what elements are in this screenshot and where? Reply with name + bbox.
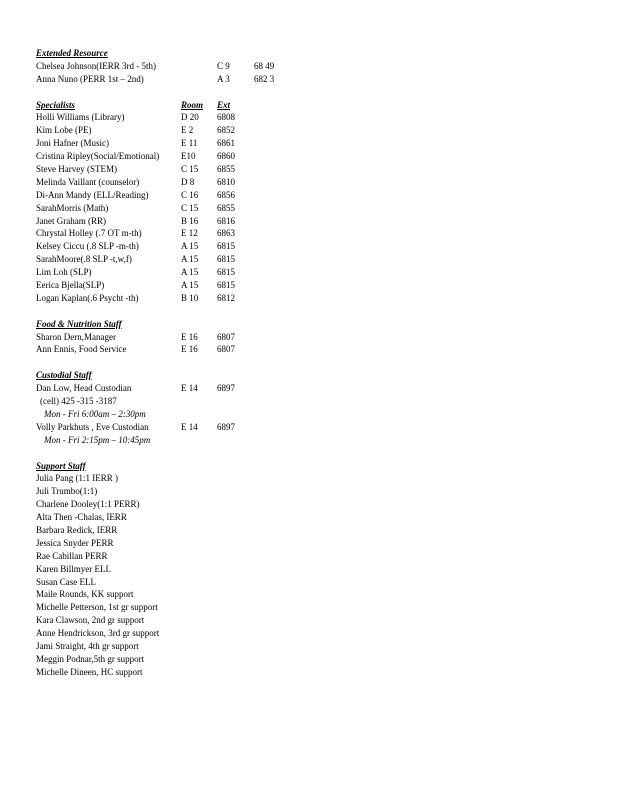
staff-row [36, 137, 596, 150]
custodian-hours: Mon - Fri 6:00am – 2:30pm [44, 408, 146, 419]
staff-room: D 20 [181, 112, 199, 123]
staff-row [36, 601, 596, 614]
staff-room: C 15 [181, 202, 199, 213]
staff-ext: 6897 [217, 421, 235, 432]
staff-room: D 8 [181, 176, 195, 187]
staff-room: A 15 [181, 241, 199, 252]
staff-room: E 16 [181, 344, 198, 355]
staff-name: Dan Low, Head Custodian [36, 383, 132, 394]
staff-room: A 15 [181, 267, 199, 278]
staff-ext: 6863 [217, 228, 235, 239]
specialists-header-row [36, 99, 596, 112]
staff-row [36, 498, 596, 511]
staff-room: C 9 [217, 60, 230, 71]
staff-name: Maile Rounds, KK support [36, 589, 134, 600]
food-nutrition-list [36, 331, 596, 357]
staff-room: A 3 [217, 73, 230, 84]
staff-room: C 15 [181, 164, 199, 175]
staff-room: B 10 [181, 292, 199, 303]
staff-row [36, 563, 596, 576]
staff-name: Alta Then -Chalas, IERR [36, 512, 127, 523]
support-heading: Support Staff [36, 460, 86, 471]
staff-room: C 16 [181, 189, 199, 200]
support-section [36, 460, 596, 679]
staff-row [36, 215, 596, 228]
specialists-list [36, 111, 596, 304]
specialists-section [36, 99, 596, 305]
staff-row [36, 511, 596, 524]
staff-row [36, 73, 596, 86]
staff-room: E 11 [181, 138, 198, 149]
staff-directory-page [36, 47, 596, 679]
staff-name: Chrystal Holley (.7 OT m-th) [36, 228, 142, 239]
staff-row [36, 382, 596, 395]
staff-room: E 12 [181, 228, 198, 239]
staff-row [36, 331, 596, 344]
spacer [36, 305, 596, 318]
staff-row [36, 653, 596, 666]
staff-row [36, 292, 596, 305]
staff-name: Susan Case ELL [36, 576, 96, 587]
custodial-heading-row [36, 369, 596, 382]
staff-row [36, 266, 596, 279]
spacer [36, 356, 596, 369]
staff-name: Jami Straight, 4th gr support [36, 640, 139, 651]
staff-name: Michelle Dineen, HC support [36, 666, 143, 677]
specialists-heading: Specialists [36, 99, 76, 110]
food-nutrition-heading-row [36, 318, 596, 331]
staff-name: Eerica Bjella(SLP) [36, 280, 105, 291]
staff-room: E 16 [181, 331, 198, 342]
staff-name: Lim Loh (SLP) [36, 267, 92, 278]
support-list [36, 472, 596, 678]
staff-row [36, 537, 596, 550]
staff-name: Barbara Redick, IERR [36, 524, 118, 535]
staff-ext: 68 49 [254, 60, 275, 71]
staff-row [36, 124, 596, 137]
staff-name: Karen Billmyer ELL [36, 563, 111, 574]
staff-row [36, 550, 596, 563]
staff-name: Chelsea Johnson(IERR 3rd - 5th) [36, 60, 156, 71]
staff-ext: 6815 [217, 267, 235, 278]
staff-ext: 6855 [217, 164, 235, 175]
custodian-cell-row [36, 395, 596, 408]
staff-row [36, 343, 596, 356]
staff-row [36, 150, 596, 163]
staff-name: Kelsey Ciccu (.8 SLP -m-th) [36, 241, 139, 252]
staff-name: Melinda Vaillant (counselor) [36, 176, 140, 187]
staff-row [36, 576, 596, 589]
staff-ext: 6807 [217, 331, 235, 342]
staff-room: B 16 [181, 215, 199, 226]
staff-name: Sharon Dern,Manager [36, 331, 116, 342]
staff-row [36, 279, 596, 292]
staff-room: E 14 [181, 421, 198, 432]
staff-row [36, 588, 596, 601]
staff-row [36, 202, 596, 215]
staff-name: Anna Nuno (PERR 1st – 2nd) [36, 73, 144, 84]
staff-ext: 6815 [217, 280, 235, 291]
staff-room: E 2 [181, 125, 194, 136]
staff-room: E 14 [181, 383, 198, 394]
staff-name: Volly Parkhuts , Eve Custodian [36, 421, 149, 432]
staff-name: Di-Ann Mandy (ELL/Reading) [36, 189, 149, 200]
staff-name: Michelle Petterson, 1st gr support [36, 602, 158, 613]
staff-row [36, 189, 596, 202]
staff-row [36, 627, 596, 640]
staff-row [36, 640, 596, 653]
spacer [36, 86, 596, 99]
staff-row [36, 472, 596, 485]
staff-row [36, 524, 596, 537]
staff-row [36, 485, 596, 498]
staff-ext: 6816 [217, 215, 235, 226]
staff-ext: 6855 [217, 202, 235, 213]
custodial-heading: Custodial Staff [36, 370, 92, 381]
staff-room: A 15 [181, 280, 199, 291]
food-nutrition-heading: Food & Nutrition Staff [36, 318, 122, 329]
staff-row [36, 614, 596, 627]
custodian-hours: Mon - Fri 2:15pm – 10:45pm [44, 434, 151, 445]
staff-room: E10 [181, 151, 196, 162]
staff-name: Juli Trumbo(1:1) [36, 486, 98, 497]
staff-ext: 6852 [217, 125, 235, 136]
staff-name: Jessica Snyder PERR [36, 537, 114, 548]
staff-row [36, 227, 596, 240]
staff-ext: 682 3 [254, 73, 275, 84]
staff-name: Anne Hendrickson, 3rd gr support [36, 628, 160, 639]
staff-ext: 6812 [217, 292, 235, 303]
staff-name: Kim Lobe (PE) [36, 125, 92, 136]
room-column-header: Room [181, 99, 204, 110]
staff-row [36, 253, 596, 266]
staff-name: Holli Williams (Library) [36, 112, 125, 123]
staff-name: Rae Cabillan PERR [36, 550, 108, 561]
extended-resource-section [36, 47, 596, 86]
staff-name: Meggin Podnar,5th gr support [36, 653, 145, 664]
ext-column-header: Ext [217, 99, 231, 110]
staff-name: SarahMorris (Math) [36, 202, 109, 213]
staff-ext: 6861 [217, 138, 235, 149]
staff-name: Steve Harvey (STEM) [36, 164, 117, 175]
staff-ext: 6856 [217, 189, 235, 200]
custodian-hours-row [36, 408, 596, 421]
staff-name: Logan Kaplan(.6 Psycht -th) [36, 292, 139, 303]
staff-room: A 15 [181, 254, 199, 265]
staff-name: SarahMoore(.8 SLP -t,w,f) [36, 254, 132, 265]
staff-name: Charlene Dooley(1:1 PERR) [36, 499, 140, 510]
staff-ext: 6810 [217, 176, 235, 187]
staff-row [36, 60, 596, 73]
staff-name: Janet Graham (RR) [36, 215, 106, 226]
staff-name: Cristina Ripley(Social/Emotional) [36, 151, 160, 162]
staff-ext: 6860 [217, 151, 235, 162]
staff-ext: 6815 [217, 241, 235, 252]
custodial-section [36, 369, 596, 446]
custodian-cell-phone: (cell) 425 -315 -3187 [40, 396, 117, 407]
staff-name: Ann Ennis, Food Service [36, 344, 127, 355]
extended-resource-heading: Extended Resource [36, 48, 108, 58]
support-heading-row [36, 460, 596, 473]
staff-ext: 6897 [217, 383, 235, 394]
staff-row [36, 240, 596, 253]
staff-name: Julia Pang (1:1 IERR ) [36, 473, 118, 484]
spacer [36, 447, 596, 460]
staff-row [36, 111, 596, 124]
staff-row [36, 421, 596, 434]
staff-name: Joni Hafner (Music) [36, 138, 109, 149]
staff-row [36, 163, 596, 176]
staff-ext: 6808 [217, 112, 235, 123]
staff-ext: 6815 [217, 254, 235, 265]
food-nutrition-section [36, 318, 596, 357]
staff-ext: 6807 [217, 344, 235, 355]
staff-name: Kara Clawson, 2nd gr support [36, 615, 145, 626]
staff-row [36, 666, 596, 679]
extended-resource-heading-row [36, 47, 596, 60]
custodian-hours-row [36, 434, 596, 447]
staff-row [36, 176, 596, 189]
